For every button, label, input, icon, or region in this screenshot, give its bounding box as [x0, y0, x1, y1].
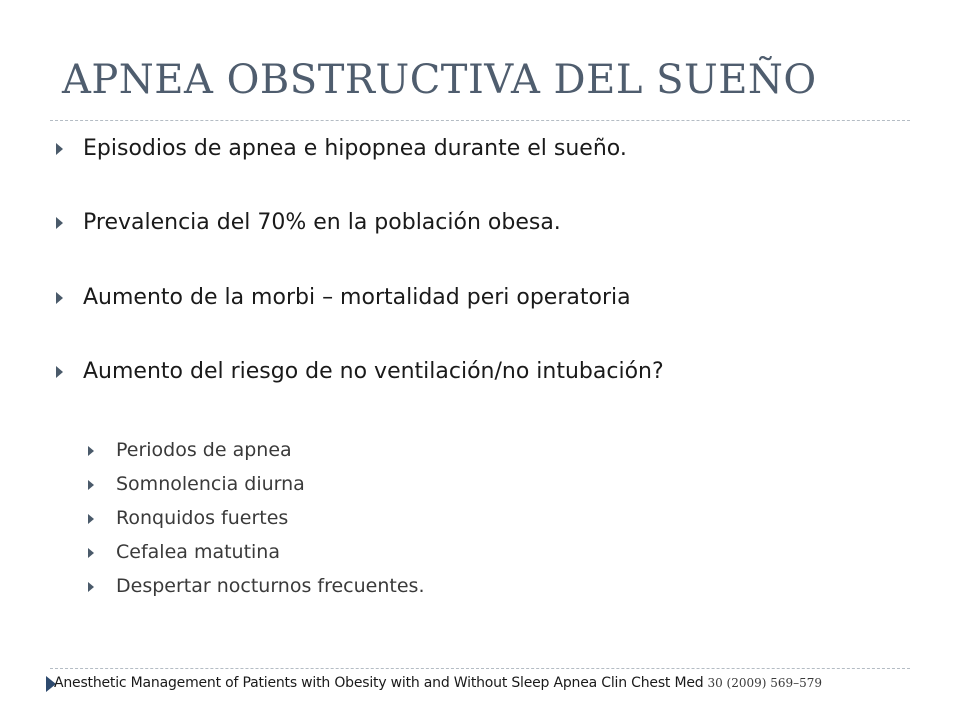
- footer-reference: [54, 675, 822, 691]
- bullet-text: Aumento de la morbi – mortalidad peri operatoria: [83, 285, 631, 310]
- sub-bullet-arrow-icon: [88, 548, 94, 558]
- sub-bullet-arrow-icon: [88, 446, 94, 456]
- bullet-text: Aumento del riesgo de no ventilación/no intubación?: [83, 359, 664, 384]
- bullet-item: [56, 212, 561, 234]
- sub-bullet-item: [88, 441, 292, 460]
- title-divider: [50, 120, 910, 121]
- footer-citation: 30 (2009) 569–579: [707, 676, 823, 690]
- footer-divider: [50, 668, 910, 669]
- footer-reference-text: Anesthetic Management of Patients with Obesity with and Without Sleep Apnea Clin Chest Med: [54, 675, 704, 691]
- bullet-text: Episodios de apnea e hipopnea durante el sueño.: [83, 136, 627, 161]
- sub-bullet-text: Cefalea matutina: [116, 541, 280, 563]
- bullet-item: [56, 361, 664, 383]
- sub-bullet-text: Somnolencia diurna: [116, 473, 305, 495]
- sub-bullet-arrow-icon: [88, 582, 94, 592]
- bullet-item: [56, 138, 627, 160]
- bullet-arrow-icon: [56, 292, 63, 304]
- bullet-text: Prevalencia del 70% en la población obesa.: [83, 210, 561, 235]
- sub-bullet-item: [88, 509, 288, 528]
- sub-bullet-text: Periodos de apnea: [116, 439, 292, 461]
- bullet-arrow-icon: [56, 217, 63, 229]
- bullet-arrow-icon: [56, 366, 63, 378]
- bullet-arrow-icon: [56, 143, 63, 155]
- slide-title: APNEA OBSTRUCTIVA DEL SUEÑO: [62, 57, 817, 103]
- bullet-item: [56, 287, 631, 309]
- sub-bullet-item: [88, 577, 424, 596]
- sub-bullet-arrow-icon: [88, 480, 94, 490]
- sub-bullet-arrow-icon: [88, 514, 94, 524]
- sub-bullet-item: [88, 475, 305, 494]
- sub-bullet-item: [88, 543, 280, 562]
- sub-bullet-text: Despertar nocturnos frecuentes.: [116, 575, 425, 597]
- sub-bullet-text: Ronquidos fuertes: [116, 507, 289, 529]
